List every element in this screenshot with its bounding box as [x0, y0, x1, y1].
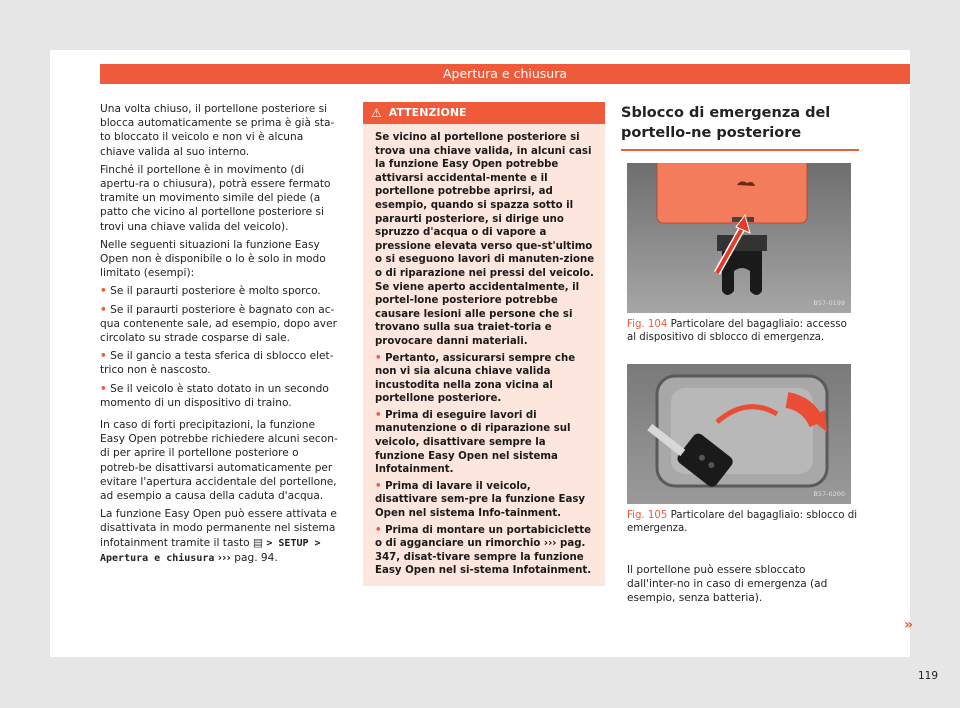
paragraph: La funzione Easy Open può essere attivata e disattivata in modo permanente nel sistema infotainment tramite il tasto ▤ > SETUP > Apertura e chiusura ››› pag. 94.	[100, 508, 337, 564]
bullet-icon: •	[375, 352, 382, 364]
right-column	[621, 100, 859, 606]
paragraph: Nelle seguenti situazioni la funzione Easy Open non è disponibile o lo è solo in modo limitato (esempi):	[100, 238, 326, 280]
warning-box	[363, 102, 605, 586]
list-item: • Se il paraurti posteriore è molto sporco.	[100, 285, 321, 298]
figure-caption: Fig. 104 Particolare del bagagliaio: accesso al dispositivo di sblocco di emergenza.	[627, 319, 847, 343]
bullet-icon: •	[100, 382, 107, 395]
figure-label: Fig. 104	[627, 319, 668, 330]
reference-arrows: ›››	[217, 551, 231, 564]
paragraph: In caso di forti precipitazioni, la funzione Easy Open potrebbe richiedere alcuni secon-di per aprire il portellone posteriore o potreb-be disattivarsi automaticamente per evitare l'apertura accidentale del portellone, ad esempio a causa della caduta d'acqua.	[100, 419, 338, 503]
section-title: Sblocco di emergenza del portello-ne posteriore	[621, 103, 859, 151]
bullet-icon: •	[100, 350, 107, 363]
paragraph: Una volta chiuso, il portellone posteriore si blocca automaticamente se prima è già sta-to bloccato il veicolo e non vi è alcuna chiave valida al suo interno.	[100, 103, 335, 158]
car-menu-icon: ▤	[252, 536, 263, 549]
menu-path: > SETUP > Apertura e chiusura	[100, 537, 321, 564]
figure-emergency-access	[627, 163, 851, 313]
figure-emergency-release	[627, 364, 851, 504]
warning-triangle-icon: ⚠	[371, 105, 382, 120]
warning-body	[363, 124, 605, 586]
warning-item: • Prima di montare un portabiciclette o di agganciare un rimorchio ››› pag. 347, disat-tivare sempre la funzione Easy Open nel si-stema Infotainment.	[375, 524, 592, 577]
figure-caption: Fig. 105 Particolare del bagagliaio: sblocco di emergenza.	[627, 510, 858, 534]
page-number: 119	[918, 670, 939, 682]
warning-title: ATTENZIONE	[388, 105, 467, 119]
bullet-icon: •	[375, 480, 382, 492]
page-reference: pag. 94.	[234, 551, 278, 564]
list-item: • Se il veicolo è stato dotato in un secondo momento di un dispositivo di traino.	[100, 382, 329, 409]
warning-item: • Prima di eseguire lavori di manutenzione o di riparazione sul veicolo, disattivare sempre la funzione Easy Open nel sistema Infotainment.	[375, 409, 571, 476]
list-item: • Se il paraurti posteriore è bagnato con ac-qua contenente sale, ad esempio, dopo aver circolato su strade cosparse di sale.	[100, 303, 337, 345]
bullet-icon: •	[375, 409, 382, 421]
page-header: Apertura e chiusura	[100, 64, 910, 84]
left-column	[100, 102, 340, 570]
bullet-icon: •	[100, 285, 107, 298]
figure-label: Fig. 105	[627, 510, 668, 521]
page	[50, 50, 939, 682]
figure-code: B57-0199	[813, 298, 845, 307]
warning-header	[363, 102, 605, 124]
paragraph: Finché il portellone è in movimento (di apertu-ra o chiusura), potrà essere fermato tramite un movimento simile del piede (a patto che vicino al portellone posteriore si trovi una chiave valida del veicolo).	[100, 163, 331, 233]
paragraph: Il portellone può essere sbloccato dall'inter-no in caso di emergenza (ad esempio, senza batteria).	[627, 564, 828, 605]
list-item: • Se il gancio a testa sferica di sblocco elet-trico non è nascosto.	[100, 350, 334, 377]
continue-marker: »	[904, 617, 914, 633]
warning-item: • Pertanto, assicurarsi sempre che non vi sia alcuna chiave valida incustodita nella zona vicina al portellone posteriore.	[375, 352, 576, 405]
key-release-illustration	[627, 364, 851, 504]
page-reference: pag. 347	[375, 538, 586, 563]
reference-arrows: ›››	[543, 538, 557, 550]
bullet-icon: •	[375, 524, 382, 536]
figure-code: B57-0200	[813, 489, 845, 498]
warning-paragraph: Se vicino al portellone posteriore si trova una chiave valida, in alcuni casi la funzione Easy Open potrebbe attivarsi accidental-mente e il portellone potrebbe aprirsi, ad esempio, quando si spazza sotto il paraurti posteriore, si dirige uno spruzzo d'acqua o di vapore a pressione elevata verso que-st'ultimo o si eseguono lavori di manuten-zione o di riparazione nei pressi del veicolo. Se viene aperto accidentalmente, il portel-lone posteriore potrebbe causare lesioni alle persone che si trovano sulla sua traiet-toria e provocare danni materiali.	[375, 132, 595, 347]
trunk-cover-illustration	[627, 163, 851, 313]
warning-item: • Prima di lavare il veicolo, disattivare sem-pre la funzione Easy Open nel sistema Info-tainment.	[375, 480, 586, 520]
bullet-icon: •	[100, 303, 107, 316]
